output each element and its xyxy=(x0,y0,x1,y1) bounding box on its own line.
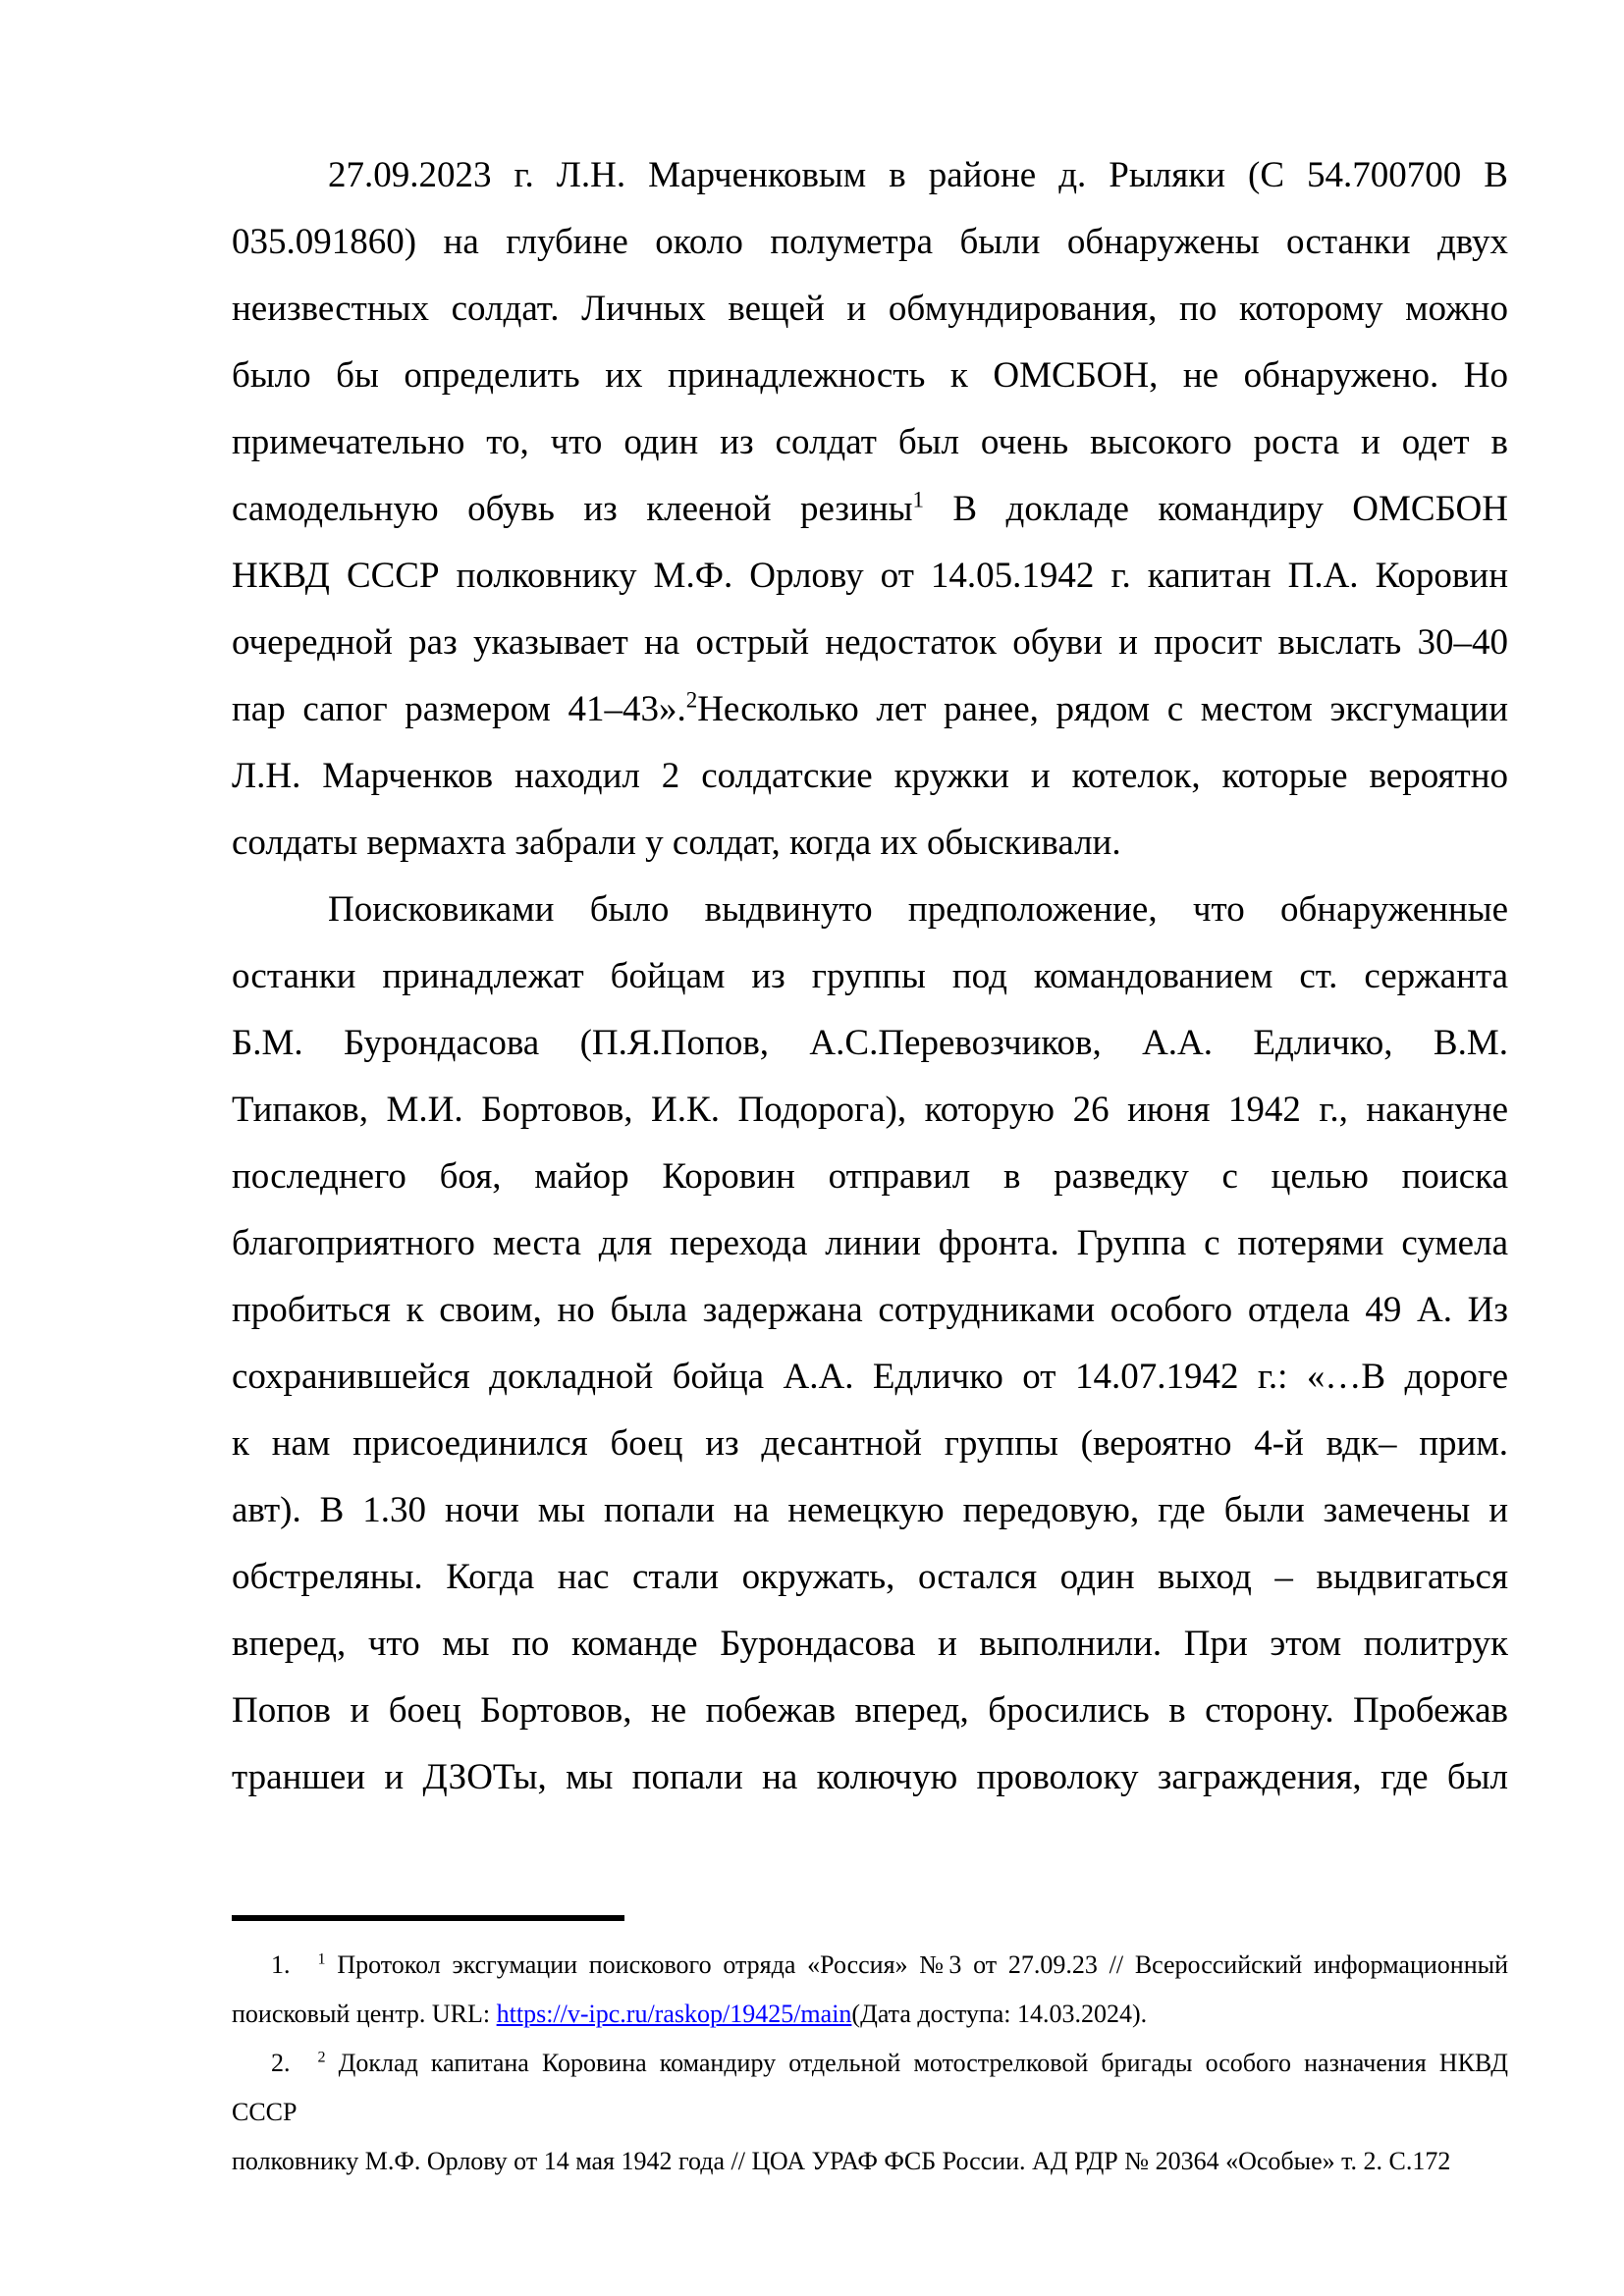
footnote-ref-marker: 2 xyxy=(685,687,698,713)
text-line xyxy=(232,142,1508,209)
text-line xyxy=(232,1210,1508,1277)
text-run: сохранившейся докладной бойца А.А. Едличко от 14.07.1942 г.: «…В дороге xyxy=(232,1357,1508,1397)
text-run: поисковый центр. URL: xyxy=(232,2000,497,2028)
text-line xyxy=(232,610,1508,676)
text-run: Протокол эксгумации поискового отряда «Россия» №3 от 27.09.23 // Всероссийский информационный xyxy=(325,1950,1508,1979)
text-run: Л.Н. Марченков находил 2 солдатские кружки и котелок, которые вероятно xyxy=(232,756,1508,796)
text-run: (Дата доступа: 14.03.2024). xyxy=(851,2000,1148,2028)
text-line xyxy=(232,1611,1508,1678)
text-line xyxy=(232,409,1508,476)
text-run: неизвестных солдат. Личных вещей и обмундирования, по которому можно xyxy=(232,289,1508,329)
text-line xyxy=(232,1477,1508,1544)
text-run: солдаты вермахта забрали у солдат, когда их обыскивали. xyxy=(232,823,1121,863)
page-content xyxy=(232,142,1508,2186)
footnote-ref-marker: 1 xyxy=(317,1950,326,1968)
text-run: авт). В 1.30 ночи мы попали на немецкую передовую, где были замечены и xyxy=(232,1490,1508,1530)
text-run: обстреляны. Когда нас стали окружать, остался один выход – выдвигаться xyxy=(232,1557,1508,1597)
text-run: Доклад капитана Коровина командиру отдельной мотострелковой бригады особого назначения НКВД СССР xyxy=(232,2049,1508,2126)
tab-spacer xyxy=(291,1972,318,1973)
text-run: пробиться к своим, но была задержана сотрудниками особого отдела 49 А. Из xyxy=(232,1290,1508,1330)
text-line xyxy=(232,943,1508,1010)
text-run: примечательно то, что один из солдат был очень высокого роста и одет в xyxy=(232,422,1508,462)
text-line xyxy=(232,810,1508,877)
text-line xyxy=(232,2039,1508,2137)
tab-spacer xyxy=(232,1972,271,1973)
text-run: Б.М. Бурондасова (П.Я.Попов, А.С.Перевозчиков, А.А. Едличко, В.М. xyxy=(232,1023,1508,1063)
text-line xyxy=(232,1990,1508,2039)
tab-spacer xyxy=(232,2070,271,2071)
text-run: было бы определить их принадлежность к ОМСБОН, не обнаружено. Но xyxy=(232,355,1508,396)
footnote-2 xyxy=(232,2039,1508,2186)
footnote-1 xyxy=(232,1941,1508,2039)
text-line xyxy=(232,2137,1508,2186)
text-run: НКВД СССР полковнику М.Ф. Орлову от 14.05.1942 г. капитан П.А. Коровин xyxy=(232,556,1508,596)
text-run: Несколько лет ранее, рядом с местом эксгумации xyxy=(697,689,1508,729)
text-run: полковнику М.Ф. Орлову от 14 мая 1942 года // ЦОА УРАФ ФСБ России. АД РДР № 20364 «Особые» т. 2. С.172 xyxy=(232,2147,1451,2175)
text-run: Типаков, М.И. Бортовов, И.К. Подорога), которую 26 июня 1942 г., накануне xyxy=(232,1090,1508,1130)
text-run: благоприятного места для перехода линии фронта. Группа с потерями сумела xyxy=(232,1223,1508,1263)
tab-spacer xyxy=(291,2070,318,2071)
text-line xyxy=(232,1744,1508,1811)
text-line xyxy=(232,1277,1508,1344)
footnotes-section xyxy=(232,1941,1508,2186)
paragraph-1 xyxy=(232,142,1508,877)
text-line xyxy=(232,1144,1508,1210)
footnote-url-link[interactable]: https://v-ipc.ru/raskop/19425/main xyxy=(496,2000,852,2028)
text-line xyxy=(232,543,1508,610)
footnote-ref-marker: 1 xyxy=(912,487,924,512)
text-line xyxy=(232,1411,1508,1477)
text-run: Поисковиками было выдвинуто предположение, что обнаруженные xyxy=(328,889,1508,930)
text-run: самодельную обувь из клееной резины xyxy=(232,489,913,529)
text-run: траншеи и ДЗОТы, мы попали на колючую проволоку заграждения, где был xyxy=(232,1757,1508,1797)
footnote-separator xyxy=(232,1915,624,1921)
text-run: очередной раз указывает на острый недостаток обуви и просит выслать 30–40 xyxy=(232,622,1508,663)
text-run: к нам присоединился боец из десантной группы (вероятно 4-й вдк– прим. xyxy=(232,1423,1508,1464)
text-line xyxy=(232,877,1508,943)
text-run: вперед, что мы по команде Бурондасова и выполнили. При этом политрук xyxy=(232,1624,1508,1664)
text-line xyxy=(232,343,1508,409)
text-run: 035.091860) на глубине около полуметра были обнаружены останки двух xyxy=(232,222,1508,262)
text-line xyxy=(232,1678,1508,1744)
text-run: Попов и боец Бортовов, не побежав вперед, бросились в сторону. Пробежав xyxy=(232,1690,1508,1731)
footnote-ref-marker: 2 xyxy=(317,2049,326,2066)
text-line xyxy=(232,476,1508,543)
footnote-number: 2. xyxy=(271,2049,291,2077)
text-line xyxy=(232,276,1508,343)
text-run: 27.09.2023 г. Л.Н. Марченковым в районе д. Рыляки (С 54.700700 В xyxy=(328,155,1508,195)
text-run: останки принадлежат бойцам из группы под командованием ст. сержанта xyxy=(232,956,1508,996)
paragraph-2 xyxy=(232,877,1508,1811)
text-line xyxy=(232,1344,1508,1411)
text-run: В докладе командиру ОМСБОН xyxy=(923,489,1509,529)
text-line xyxy=(232,1010,1508,1077)
text-run: пар сапог размером 41–43». xyxy=(232,689,686,729)
text-line xyxy=(232,743,1508,810)
text-line xyxy=(232,676,1508,743)
text-line xyxy=(232,1077,1508,1144)
footnote-number: 1. xyxy=(271,1950,291,1979)
body-text xyxy=(232,142,1508,1811)
text-run: последнего боя, майор Коровин отправил в разведку с целью поиска xyxy=(232,1156,1508,1197)
text-line xyxy=(232,1544,1508,1611)
text-line xyxy=(232,1941,1508,1990)
text-line xyxy=(232,209,1508,276)
